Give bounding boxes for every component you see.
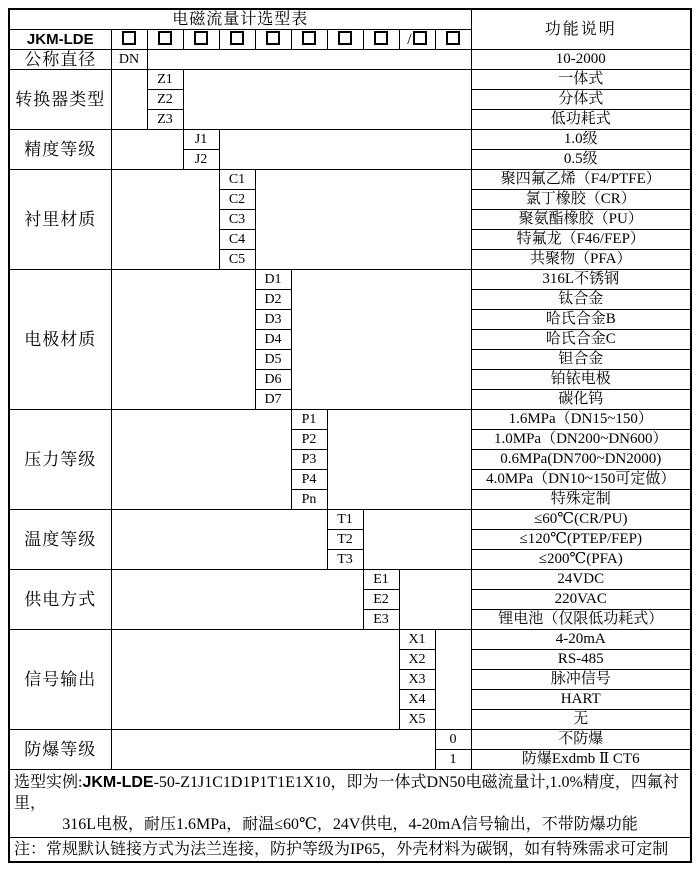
checkbox-icon — [338, 31, 352, 45]
option-code: D1 — [255, 270, 291, 290]
option-desc: 0.5级 — [471, 150, 691, 170]
option-code: C3 — [219, 210, 255, 230]
option-desc: 哈氏合金C — [471, 330, 691, 350]
spacer-cell — [111, 630, 399, 730]
option-desc: 分体式 — [471, 90, 691, 110]
spacer-cell — [327, 410, 471, 510]
example-line-1 — [14, 772, 686, 814]
option-desc: 碳化钨 — [471, 390, 691, 410]
example-line-2: 316L电极，耐压1.6MPa，耐温≤60℃，24V供电，4-20mA信号输出，不带防爆功能 — [62, 816, 638, 833]
category-label: 精度等级 — [9, 130, 111, 170]
category-label: 电极材质 — [9, 270, 111, 410]
option-desc: 一体式 — [471, 70, 691, 90]
option-code: X3 — [399, 670, 435, 690]
checkbox-cell — [363, 30, 399, 50]
checkbox-cell — [147, 30, 183, 50]
checkbox-icon — [194, 31, 208, 45]
option-desc: ≤120℃(PTEP/FEP) — [471, 530, 691, 550]
option-code: X2 — [399, 650, 435, 670]
option-code: J2 — [183, 150, 219, 170]
option-desc: ≤60℃(CR/PU) — [471, 510, 691, 530]
checkbox-cell — [183, 30, 219, 50]
spacer-cell — [255, 170, 471, 270]
option-code: P4 — [291, 470, 327, 490]
option-code: 0 — [435, 730, 471, 750]
option-desc: 共聚物（PFA） — [471, 250, 691, 270]
option-code: C1 — [219, 170, 255, 190]
option-code: Z1 — [147, 70, 183, 90]
option-code: E3 — [363, 610, 399, 630]
spacer-cell — [111, 70, 147, 130]
option-desc: 哈氏合金B — [471, 310, 691, 330]
example-model: JKM-LDE — [82, 774, 154, 791]
checkbox-cell — [327, 30, 363, 50]
option-desc: 特殊定制 — [471, 490, 691, 510]
checkbox-icon — [446, 31, 460, 45]
spacer-cell — [111, 510, 327, 570]
option-code: C4 — [219, 230, 255, 250]
checkbox-icon — [122, 31, 136, 45]
option-desc: 钛合金 — [471, 290, 691, 310]
selection-table — [8, 8, 692, 863]
model-prefix: JKM-LDE — [9, 30, 111, 50]
checkbox-icon — [266, 31, 280, 45]
option-code: E1 — [363, 570, 399, 590]
option-desc: 4-20mA — [471, 630, 691, 650]
option-desc: 铂铱电极 — [471, 370, 691, 390]
checkbox-icon — [230, 31, 244, 45]
checkbox-cell-slash — [399, 30, 435, 50]
option-code: Z3 — [147, 110, 183, 130]
option-desc: 无 — [471, 710, 691, 730]
option-desc: 低功耗式 — [471, 110, 691, 130]
note: 注：常规默认链接方式为法兰连接，防护等级为IP65，外壳材料为碳钢，如有特殊需求可定制 — [9, 838, 691, 863]
checkbox-cell — [219, 30, 255, 50]
category-label: 衬里材质 — [9, 170, 111, 270]
option-code: C5 — [219, 250, 255, 270]
checkbox-cell — [255, 30, 291, 50]
option-desc: 1.6MPa（DN15~150） — [471, 410, 691, 430]
category-label: 温度等级 — [9, 510, 111, 570]
category-label: 压力等级 — [9, 410, 111, 510]
option-desc: 脉冲信号 — [471, 670, 691, 690]
spacer-cell — [111, 410, 291, 510]
option-desc: 220VAC — [471, 590, 691, 610]
spacer-cell — [111, 730, 435, 770]
option-desc: 聚氨酯橡胶（PU） — [471, 210, 691, 230]
slash-separator: / — [407, 31, 412, 48]
option-code: 1 — [435, 750, 471, 770]
option-desc: 24VDC — [471, 570, 691, 590]
option-desc: ≤200℃(PFA) — [471, 550, 691, 570]
checkbox-icon — [158, 31, 172, 45]
spacer-cell — [183, 70, 471, 130]
option-code: P1 — [291, 410, 327, 430]
option-code: D5 — [255, 350, 291, 370]
option-code: T3 — [327, 550, 363, 570]
checkbox-cell — [111, 30, 147, 50]
spacer-cell — [111, 130, 183, 170]
option-code: P2 — [291, 430, 327, 450]
option-code: D7 — [255, 390, 291, 410]
spacer-cell — [291, 270, 471, 410]
option-desc: 1.0MPa（DN200~DN600） — [471, 430, 691, 450]
checkbox-cell — [435, 30, 471, 50]
option-code: Z2 — [147, 90, 183, 110]
option-code: D6 — [255, 370, 291, 390]
option-desc: 钽合金 — [471, 350, 691, 370]
example-rest: -50-Z1J1C1D1P1T1E1X10，即为一体式DN50电磁流量计,1.0%精度，四氟衬里， — [14, 774, 679, 812]
category-label: 供电方式 — [9, 570, 111, 630]
option-desc: 防爆Exdmb Ⅱ CT6 — [471, 750, 691, 770]
category-label: 防爆等级 — [9, 730, 111, 770]
option-code: C2 — [219, 190, 255, 210]
option-desc: 1.0级 — [471, 130, 691, 150]
spacer-cell — [219, 130, 471, 170]
option-desc: 锂电池（仅限低功耗式） — [471, 610, 691, 630]
option-code: D4 — [255, 330, 291, 350]
example-prefix: 选型实例: — [14, 774, 83, 791]
option-desc: 氯丁橡胶（CR） — [471, 190, 691, 210]
option-desc: 特氟龙（F46/FEP） — [471, 230, 691, 250]
checkbox-cell — [291, 30, 327, 50]
option-code: D2 — [255, 290, 291, 310]
checkbox-icon — [302, 31, 316, 45]
option-code: E2 — [363, 590, 399, 610]
category-label: 转换器类型 — [9, 70, 111, 130]
function-column-header: 功能说明 — [471, 9, 691, 50]
option-code: P3 — [291, 450, 327, 470]
option-desc: 10-2000 — [471, 50, 691, 70]
option-code: X4 — [399, 690, 435, 710]
option-desc: 316L不锈钢 — [471, 270, 691, 290]
selection-example — [9, 770, 691, 838]
spacer-cell — [111, 570, 363, 630]
table-title: 电磁流量计选型表 — [9, 9, 471, 30]
option-code: D3 — [255, 310, 291, 330]
spacer-cell — [435, 630, 471, 730]
option-code: T1 — [327, 510, 363, 530]
spacer-cell — [399, 570, 471, 630]
option-desc: 4.0MPa（DN10~150可定做） — [471, 470, 691, 490]
option-code: DN — [111, 50, 147, 70]
option-desc: RS-485 — [471, 650, 691, 670]
category-label: 信号输出 — [9, 630, 111, 730]
checkbox-icon — [413, 31, 427, 45]
checkbox-icon — [374, 31, 388, 45]
option-code: J1 — [183, 130, 219, 150]
option-code: X1 — [399, 630, 435, 650]
option-desc: 聚四氟乙烯（F4/PTFE） — [471, 170, 691, 190]
spacer-cell — [363, 510, 471, 570]
option-desc: HART — [471, 690, 691, 710]
option-code: Pn — [291, 490, 327, 510]
option-code: T2 — [327, 530, 363, 550]
option-desc: 0.6MPa(DN700~DN2000) — [471, 450, 691, 470]
category-label: 公称直径 — [9, 50, 111, 70]
option-desc: 不防爆 — [471, 730, 691, 750]
option-code: X5 — [399, 710, 435, 730]
spacer-cell — [147, 50, 471, 70]
spacer-cell — [111, 170, 219, 270]
spacer-cell — [111, 270, 255, 410]
